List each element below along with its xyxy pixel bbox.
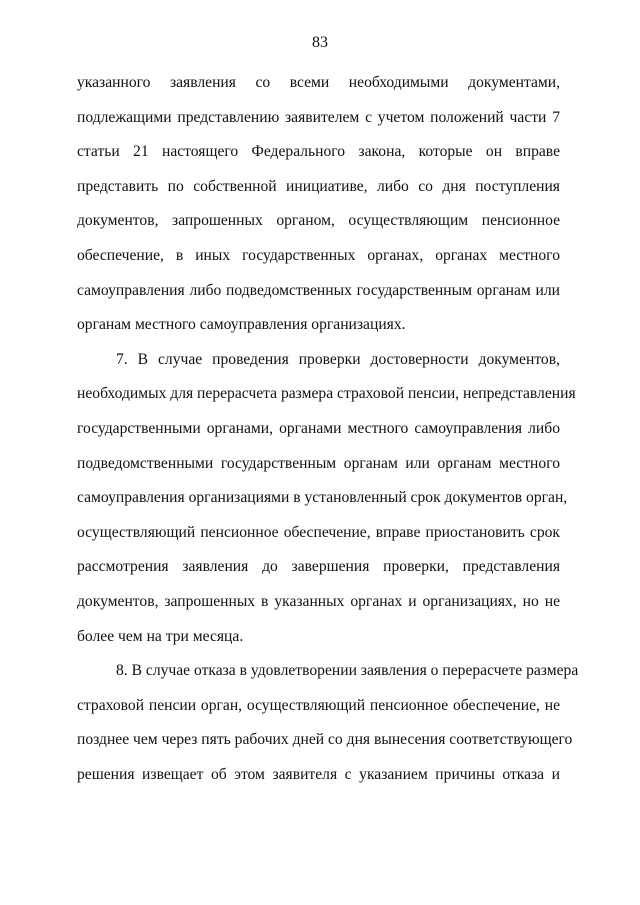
paragraph-item-8	[77, 654, 579, 792]
text-line: более чем на три месяца.	[77, 627, 244, 645]
text-line: документов, запрошенных органом, осуществляющим пенсионное	[77, 212, 560, 230]
text-line: позднее чем через пять рабочих дней со дня вынесения соответствующего	[77, 731, 573, 749]
text-line: 7. В случае проведения проверки достоверности документов,	[116, 350, 560, 368]
text-line: необходимых для перерасчета размера страховой пенсии, непредставления	[77, 385, 576, 403]
page-number: 83	[312, 34, 328, 51]
text-line: обеспечение, в иных государственных органах, органах местного	[77, 246, 560, 264]
text-line: подлежащими представлению заявителем с учетом положений части 7	[77, 108, 560, 126]
text-line: государственными органами, органами местного самоуправления либо	[77, 419, 560, 437]
text-line: самоуправления либо подведомственных государственным органам или	[77, 281, 560, 299]
text-line: рассмотрения заявления до завершения проверки, представления	[77, 558, 560, 576]
text-line: органам местного самоуправления организациях.	[77, 316, 406, 334]
document-body	[77, 66, 579, 792]
paragraph-item-7	[77, 343, 576, 654]
text-line: самоуправления организациями в установленный срок документов орган,	[77, 489, 568, 507]
text-line: осуществляющий пенсионное обеспечение, вправе приостановить срок	[77, 523, 560, 541]
text-line: представить по собственной инициативе, либо со дня поступления	[77, 177, 560, 195]
paragraph-continuation	[77, 66, 560, 343]
text-line: решения извещает об этом заявителя с указанием причины отказа и	[77, 765, 560, 783]
text-line: статьи 21 настоящего Федерального закона, которые он вправе	[77, 143, 560, 161]
text-line: 8. В случае отказа в удовлетворении заявления о перерасчете размера	[116, 662, 579, 680]
text-line: указанного заявления со всеми необходимыми документами,	[77, 74, 560, 91]
text-line: страховой пенсии орган, осуществляющий пенсионное обеспечение, не	[77, 696, 560, 714]
text-line: документов, запрошенных в указанных органах и организациях, но не	[77, 592, 560, 610]
text-line: подведомственными государственным органам или органам местного	[77, 454, 560, 472]
